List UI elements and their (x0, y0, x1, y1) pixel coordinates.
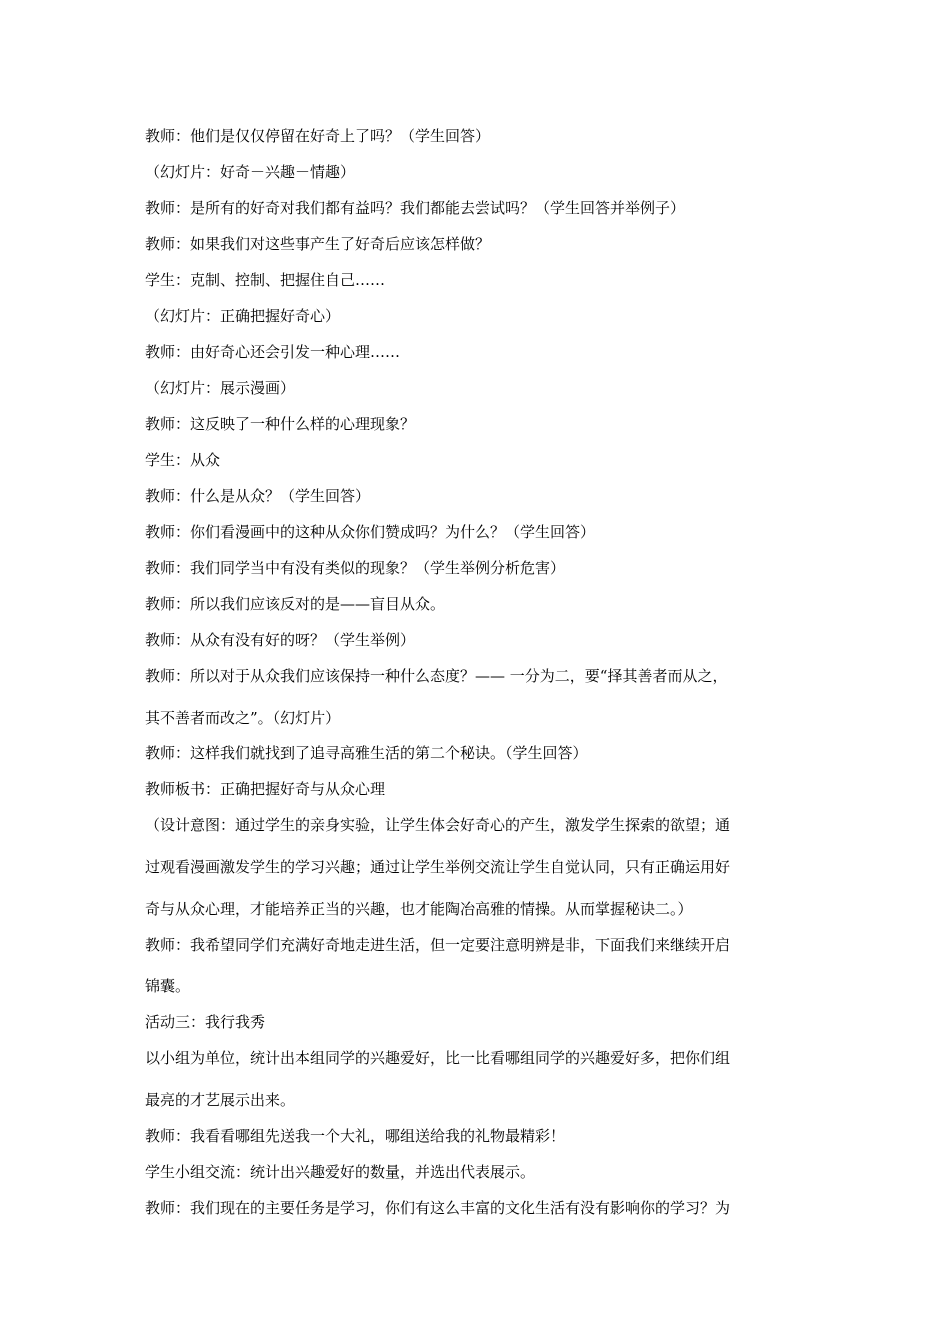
text-line: （幻灯片：好奇－兴趣－情趣） (145, 163, 356, 181)
text-line: 教师：我们同学当中有没有类似的现象？（学生举例分析危害） (145, 559, 566, 577)
text-line: 锦囊。 (145, 977, 191, 995)
text-line: 教师：我看看哪组先送我一个大礼，哪组送给我的礼物最精彩！ (145, 1127, 566, 1145)
text-line: 最亮的才艺展示出来。 (145, 1091, 296, 1109)
text-line: 教师：所以对于从众我们应该保持一种什么态度？—— 一分为二，要“择其善者而从之， (145, 667, 728, 685)
text-line: 教师：什么是从众？（学生回答） (145, 487, 371, 505)
text-line: 教师：我们现在的主要任务是学习，你们有这么丰富的文化生活有没有影响你的学习？为 (145, 1199, 731, 1217)
text-line: 教师：这样我们就找到了追寻高雅生活的第二个秘诀。（学生回答） (145, 744, 588, 762)
text-line: 学生小组交流：统计出兴趣爱好的数量，并选出代表展示。 (145, 1163, 536, 1181)
text-line: 教师：是所有的好奇对我们都有益吗？我们都能去尝试吗？（学生回答并举例子） (145, 199, 686, 217)
text-line: 以小组为单位，统计出本组同学的兴趣爱好，比一比看哪组同学的兴趣爱好多，把你们组 (145, 1049, 731, 1067)
text-line: 教师：他们是仅仅停留在好奇上了吗？（学生回答） (145, 127, 491, 145)
text-line: （幻灯片：正确把握好奇心） (145, 307, 341, 325)
text-line: 活动三：我行我秀 (145, 1013, 266, 1031)
text-line: （设计意图：通过学生的亲身实验，让学生体会好奇心的产生，激发学生探索的欲望；通 (145, 816, 731, 834)
text-line: （幻灯片：展示漫画） (145, 379, 296, 397)
text-line: 教师：如果我们对这些事产生了好奇后应该怎样做？ (145, 235, 491, 253)
text-line: 教师：由好奇心还会引发一种心理…… (145, 343, 401, 361)
text-line: 其不善者而改之”。（幻灯片） (145, 709, 341, 727)
text-line: 奇与从众心理，才能培养正当的兴趣，也才能陶冶高雅的情操。从而掌握秘诀二。） (145, 900, 693, 918)
text-line: 过观看漫画激发学生的学习兴趣；通过让学生举例交流让学生自觉认同，只有正确运用好 (145, 858, 731, 876)
text-line: 教师：从众有没有好的呀？（学生举例） (145, 631, 416, 649)
text-line: 教师：所以我们应该反对的是——盲目从众。 (145, 595, 446, 613)
text-line: 教师：我希望同学们充满好奇地走进生活，但一定要注意明辨是非，下面我们来继续开启 (145, 936, 731, 954)
text-line: 学生：从众 (145, 451, 221, 469)
text-line: 学生：克制、控制、把握住自己…… (145, 271, 386, 289)
text-line: 教师：这反映了一种什么样的心理现象？ (145, 415, 416, 433)
text-line: 教师板书：正确把握好奇与从众心理 (145, 780, 386, 798)
text-line: 教师：你们看漫画中的这种从众你们赞成吗？为什么？（学生回答） (145, 523, 596, 541)
